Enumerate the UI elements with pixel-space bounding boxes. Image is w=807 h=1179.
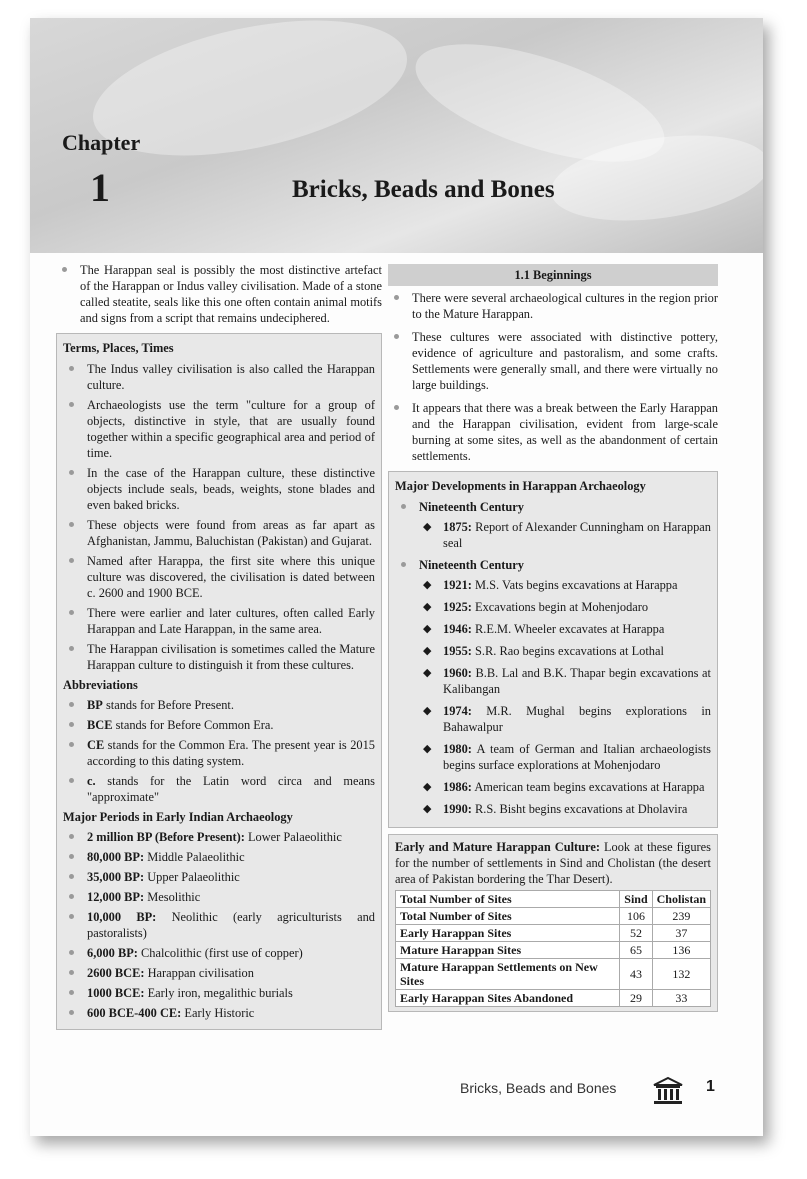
- info-box: [56, 333, 382, 1030]
- terms-heading: Terms, Places, Times: [63, 341, 174, 355]
- table-cell: 52: [620, 925, 652, 942]
- developments-heading: Major Developments in Harappan Archaeology: [395, 479, 646, 493]
- table-header: Sind: [620, 891, 652, 908]
- list-item: These objects were found from areas as far apart as Afghanistan, Jammu, Baluchistan (Pakistan) and Gujarat.: [63, 517, 375, 549]
- table-header-row: [396, 891, 711, 908]
- table-cell: 132: [652, 959, 710, 990]
- century-heading: Nineteenth Century: [395, 499, 711, 515]
- list-item: There were earlier and later cultures, often called Early Harappan and Late Harappan, in the same area.: [63, 605, 375, 637]
- culture-box: [388, 834, 718, 1012]
- developments-box: [388, 471, 718, 828]
- list-item: Archaeologists use the term "culture for a group of objects, distinctive in style, that are usually found together within a specific geographical area and period of time.: [63, 397, 375, 461]
- timeline-item: ◆ 1925: Excavations begin at Mohenjodaro: [395, 599, 711, 615]
- timeline-item: ◆ 1990: R.S. Bisht begins excavations at Dholavira: [395, 801, 711, 817]
- timeline-item: ◆ 1875: Report of Alexander Cunningham on Harappan seal: [395, 519, 711, 551]
- table-header: Total Number of Sites: [396, 891, 620, 908]
- timeline-item: ◆ 1980: A team of German and Italian archaeologists begins surface explorations at Mohenjodaro: [395, 741, 711, 773]
- table-cell: 37: [652, 925, 710, 942]
- list-item: 2 million BP (Before Present): Lower Palaeolithic: [63, 829, 375, 845]
- settlements-table: [395, 890, 711, 1007]
- table-row: [396, 925, 711, 942]
- list-item: The Harappan civilisation is sometimes called the Mature Harappan culture to distinguish it from these cultures.: [63, 641, 375, 673]
- book-page: [30, 18, 763, 1136]
- museum-icon: [652, 1076, 684, 1106]
- table-cell: 29: [620, 990, 652, 1007]
- list-item: BP stands for Before Present.: [63, 697, 375, 713]
- list-item: 10,000 BP: Neolithic (early agriculturists and pastoralists): [63, 909, 375, 941]
- table-row: [396, 990, 711, 1007]
- table-row: [396, 942, 711, 959]
- list-item: In the case of the Harappan culture, these distinctive objects include seals, beads, weights, stone blades and even baked bricks.: [63, 465, 375, 513]
- chapter-title: Bricks, Beads and Bones: [292, 176, 555, 203]
- table-cell: Early Harappan Sites: [396, 925, 620, 942]
- section-heading: 1.1 Beginnings: [388, 264, 718, 286]
- table-header: Cholistan: [652, 891, 710, 908]
- culture-description: Early and Mature Harappan Culture: Look at these figures for the number of settlements in Sind and Cholistan (the desert area of Pakistan bordering the Thar Desert).: [395, 840, 712, 886]
- chapter-label: Chapter: [62, 130, 141, 155]
- list-item: CE stands for the Common Era. The present year is 2015 according to this dating system.: [63, 737, 375, 769]
- list-item: BCE stands for Before Common Era.: [63, 717, 375, 733]
- right-column: [388, 264, 718, 1012]
- table-cell: 33: [652, 990, 710, 1007]
- table-cell: Total Number of Sites: [396, 908, 620, 925]
- left-column: [56, 262, 382, 1030]
- table-cell: Early Harappan Sites Abandoned: [396, 990, 620, 1007]
- footer-title: Bricks, Beads and Bones: [460, 1080, 617, 1096]
- paragraph: These cultures were associated with distinctive pottery, evidence of agriculture and pastoralism, and some crafts. Settlements were generally small, and there were virtually no large buildings.: [388, 329, 718, 393]
- timeline-item: ◆ 1946: R.E.M. Wheeler excavates at Harappa: [395, 621, 711, 637]
- paragraph: There were several archaeological cultures in the region prior to the Mature Harappan.: [388, 290, 718, 322]
- table-cell: 43: [620, 959, 652, 990]
- table-cell: Mature Harappan Sites: [396, 942, 620, 959]
- table-cell: 136: [652, 942, 710, 959]
- paragraph: It appears that there was a break between the Early Harappan and the Harappan civilisation, evident from large-scale burning at some sites, as well as the abandonment of certain settlements.: [388, 400, 718, 464]
- table-row: [396, 959, 711, 990]
- timeline-item: ◆ 1955: S.R. Rao begins excavations at Lothal: [395, 643, 711, 659]
- list-item: 80,000 BP: Middle Palaeolithic: [63, 849, 375, 865]
- page-number: 1: [706, 1078, 715, 1095]
- list-item: The Indus valley civilisation is also called the Harappan culture.: [63, 361, 375, 393]
- century-heading: Nineteenth Century: [395, 557, 711, 573]
- table-cell: Mature Harappan Settlements on New Sites: [396, 959, 620, 990]
- timeline-item: ◆ 1974: M.R. Mughal begins explorations in Bahawalpur: [395, 703, 711, 735]
- list-item: 12,000 BP: Mesolithic: [63, 889, 375, 905]
- list-item: 2600 BCE: Harappan civilisation: [63, 965, 375, 981]
- list-item: Named after Harappa, the first site where this unique culture was discovered, the civilisation is dated between c. 2600 and 1900 BCE.: [63, 553, 375, 601]
- table-row: [396, 908, 711, 925]
- periods-heading: Major Periods in Early Indian Archaeology: [63, 810, 293, 824]
- table-cell: 106: [620, 908, 652, 925]
- table-cell: 239: [652, 908, 710, 925]
- timeline-item: ◆ 1986: American team begins excavations at Harappa: [395, 779, 711, 795]
- timeline-item: ◆ 1921: M.S. Vats begins excavations at Harappa: [395, 577, 711, 593]
- chapter-number: 1: [90, 165, 110, 210]
- timeline-item: ◆ 1960: B.B. Lal and B.K. Thapar begin excavations at Kalibangan: [395, 665, 711, 697]
- list-item: 6,000 BP: Chalcolithic (first use of copper): [63, 945, 375, 961]
- list-item: 1000 BCE: Early iron, megalithic burials: [63, 985, 375, 1001]
- intro-paragraph: The Harappan seal is possibly the most distinctive artefact of the Harappan or Indus valley civilisation. Made of a stone called steatite, seals like this one often contain animal motifs and signs from a script that remains undeciphered.: [56, 262, 382, 326]
- table-cell: 65: [620, 942, 652, 959]
- abbreviations-heading: Abbreviations: [63, 678, 138, 692]
- list-item: 600 BCE-400 CE: Early Historic: [63, 1005, 375, 1021]
- list-item: 35,000 BP: Upper Palaeolithic: [63, 869, 375, 885]
- list-item: c. stands for the Latin word circa and means "approximate": [63, 773, 375, 805]
